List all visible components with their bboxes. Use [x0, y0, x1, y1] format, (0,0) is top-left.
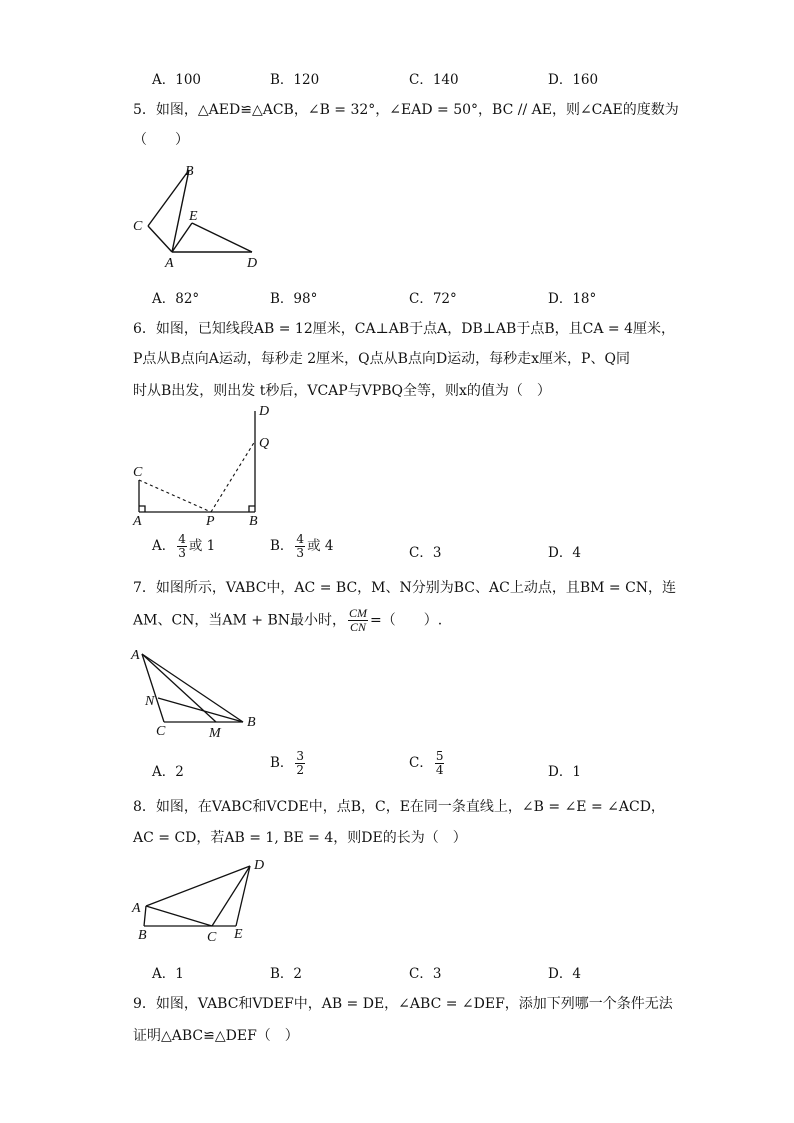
q6-option-b [270, 533, 333, 560]
q8-label-d: D [254, 858, 265, 873]
q5-label-d: D [247, 256, 258, 271]
q7-fraction-denominator: CN [350, 620, 367, 634]
q6-label-c: C [133, 465, 143, 480]
q7-option-a: A．2 [152, 764, 184, 780]
q5-option-a: A．82° [152, 291, 200, 307]
q6-option-b-suffix: 或 4 [307, 538, 334, 554]
q6-label-p: P [206, 514, 215, 529]
q5-option-d: D．18° [548, 291, 597, 307]
q8-option-a: A．1 [152, 966, 184, 982]
q7-stem-line2-post: =（ ）. [370, 612, 443, 629]
q7-option-c-fraction [435, 750, 445, 777]
q7-label-n: N [145, 694, 155, 709]
q7-label-m: M [209, 726, 221, 741]
q7-option-c [409, 750, 446, 777]
q6-option-b-denominator: 3 [296, 546, 305, 560]
q4-option-d: D．160 [548, 72, 599, 88]
q6-stem-line2: P点从B点向A运动，每秒走 2厘米，Q点从B点向D运动，每秒走x厘米，P、Q同 [133, 351, 630, 367]
q6-option-c: C．3 [409, 545, 442, 561]
q7-stem-line1: 7．如图所示，VABC中，AC = BC，M、N分别为BC、AC上动点，且BM = CN，连 [133, 580, 677, 596]
q6-label-a: A [133, 514, 142, 529]
q6-option-a-fraction [177, 533, 187, 560]
q6-option-b-numerator: 4 [296, 532, 305, 546]
q7-option-d: D．1 [548, 764, 581, 780]
q8-label-b: B [138, 928, 147, 943]
q9-stem-line2: 证明△ABC≌△DEF（ ） [133, 1028, 299, 1044]
q7-stem-fraction [348, 607, 368, 634]
q8-label-c: C [207, 930, 217, 945]
q7-option-b-prefix: B． [270, 755, 294, 771]
q8-stem-line2: AC = CD，若AB = 1, BE = 4，则DE的长为（ ） [133, 830, 467, 846]
q7-option-b-fraction [295, 750, 305, 777]
q6-label-q: Q [259, 436, 270, 451]
q7-label-a: A [131, 648, 140, 663]
q6-option-a-numerator: 4 [178, 532, 186, 546]
q7-option-c-denominator: 4 [435, 763, 444, 777]
q5-stem-line1: 5．如图，△AED≌△ACB，∠B = 32°，∠EAD = 50°，BC // AE，则∠CAE的度数为 [133, 102, 679, 118]
q7-stem-line2-pre: AM、CN，当AM + BN最小时， [133, 612, 347, 629]
q7-stem-line2 [133, 607, 442, 634]
q8-option-b: B．2 [270, 966, 303, 982]
q8-label-a: A [132, 901, 141, 916]
q7-figure [128, 646, 268, 741]
q5-option-b: B．98° [270, 291, 318, 307]
q4-option-c: C．140 [409, 72, 459, 88]
q6-stem-line3: 时从B出发，则出发 t秒后，VCAP与VPBQ全等，则x的值为（ ） [133, 383, 551, 399]
q7-option-b [270, 750, 307, 777]
q6-option-b-fraction [295, 533, 305, 560]
q8-stem-line1: 8．如图，在VABC和VCDE中，点B，C，E在同一条直线上，∠B = ∠E = ∠ACD， [133, 799, 665, 815]
q6-option-a [152, 533, 215, 560]
q8-figure [128, 855, 278, 950]
q6-option-b-prefix: B． [270, 538, 294, 554]
q7-label-b: B [247, 715, 256, 730]
q6-option-d: D．4 [548, 545, 581, 561]
q7-option-c-numerator: 5 [435, 749, 444, 763]
q7-option-c-prefix: C． [409, 755, 433, 771]
q7-option-b-denominator: 2 [296, 763, 305, 777]
q8-option-d: D．4 [548, 966, 581, 982]
q5-stem-line2: （ ） [133, 132, 189, 148]
q7-label-c: C [156, 724, 166, 739]
q5-label-a: A [165, 256, 174, 271]
q9-stem-line1: 9．如图，VABC和VDEF中，AB = DE，∠ABC = ∠DEF，添加下列哪一个条件无法 [133, 996, 673, 1012]
q7-option-b-numerator: 3 [296, 749, 305, 763]
q6-stem-line1: 6．如图，已知线段AB = 12厘米，CA⊥AB于点A，DB⊥AB于点B，且CA = 4厘米， [133, 321, 675, 337]
q7-fraction-numerator: CM [349, 606, 368, 620]
q4-option-a: A．100 [152, 72, 202, 88]
q5-option-c: C．72° [409, 291, 457, 307]
q6-option-a-denominator: 3 [178, 546, 186, 560]
q4-option-b: B．120 [270, 72, 320, 88]
q5-label-b: B [185, 164, 194, 179]
q5-label-c: C [133, 219, 143, 234]
q6-label-d: D [259, 404, 270, 419]
q6-figure [128, 403, 278, 528]
q6-option-a-prefix: A． [152, 538, 176, 554]
q5-figure [130, 160, 270, 270]
q6-label-b: B [249, 514, 258, 529]
q5-label-e: E [189, 209, 198, 224]
q8-label-e: E [234, 927, 243, 942]
q8-option-c: C．3 [409, 966, 442, 982]
q6-option-a-suffix: 或 1 [188, 538, 216, 554]
